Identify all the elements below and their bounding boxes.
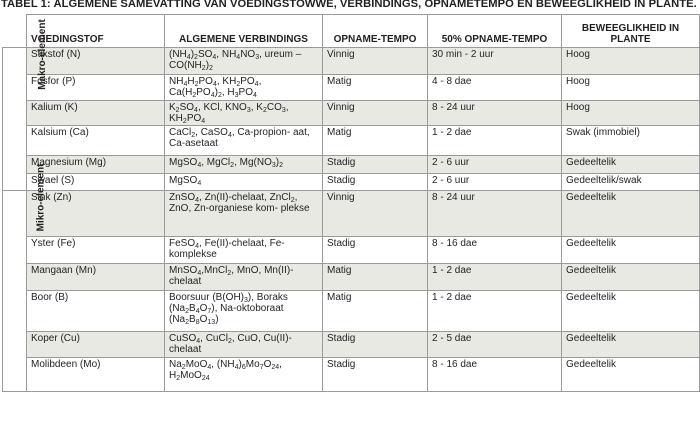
compounds-cell: FeSO$_4$, Fe(II)-chelaat, Fe- komplekse — [165, 237, 323, 264]
uptake-rate-cell: Matig — [323, 291, 428, 332]
header-uptake-50: 50% OPNAME-TEMPO — [428, 15, 562, 48]
compounds-cell: $NH_4H_2PO_4$, $KH_2PO_4$, $Ca(H_2PO_4)_2$, $H_3PO_4$ — [165, 75, 323, 101]
compounds-cell: $Na_2MoO_4$, $(NH_4)_6Mo_7O_{24}$, $H_2MoO_{24}$ — [165, 358, 323, 392]
nutrient-cell: Kalium (K) — [27, 101, 165, 126]
table-row — [3, 75, 700, 101]
group-micro-element — [3, 163, 47, 392]
nutrient-cell: Swael (S) — [27, 174, 165, 191]
table-row — [3, 237, 700, 264]
group-label: Makro-element — [36, 19, 48, 90]
uptake-50-cell: 30 min - 2 uur — [428, 48, 562, 75]
table-row — [3, 332, 700, 358]
mobility-cell: Gedeeltelik — [562, 191, 700, 237]
table-row — [3, 48, 700, 75]
uptake-rate-cell: Stadig — [323, 237, 428, 264]
uptake-50-cell: 1 - 2 dae — [428, 126, 562, 156]
compounds-cell: $K_2SO_4$, KCl, $KNO_3$, $K_2CO_3$, $KH_2PO_4$ — [165, 101, 323, 126]
uptake-50-cell: 8 - 16 dae — [428, 237, 562, 264]
uptake-50-cell: 8 - 16 dae — [428, 358, 562, 392]
uptake-50-cell: 4 - 8 dae — [428, 75, 562, 101]
table-row — [3, 126, 700, 156]
nutrient-cell: Magnesium (Mg) — [27, 156, 165, 174]
uptake-rate-cell: Matig — [323, 126, 428, 156]
uptake-rate-cell: Stadig — [323, 174, 428, 191]
compounds-cell: CuSO$_4$, CuCl$_2$, CuO, Cu(II)- chelaat — [165, 332, 323, 358]
compounds-cell: MgSO$_4$, MgCl$_2$, $Mg(NO_3)_2$ — [165, 156, 323, 174]
uptake-50-cell: 1 - 2 dae — [428, 264, 562, 291]
nutrient-cell: Sink (Zn) — [27, 191, 165, 237]
header-row — [3, 15, 700, 48]
uptake-rate-cell: Vinnig — [323, 48, 428, 75]
mobility-cell: Hoog — [562, 101, 700, 126]
uptake-50-cell: 2 - 6 uur — [428, 174, 562, 191]
mobility-cell: Gedeeltelik — [562, 156, 700, 174]
nutrient-cell: Kalsium (Ca) — [27, 126, 165, 156]
uptake-rate-cell: Vinnig — [323, 191, 428, 237]
mobility-cell: Gedeeltelik — [562, 264, 700, 291]
compounds-cell: MnSO$_4$,MnCl$_2$, MnO, Mn(II)- chelaat — [165, 264, 323, 291]
nutrient-cell: Stikstof (N) — [27, 48, 165, 75]
mobility-cell: Hoog — [562, 48, 700, 75]
uptake-rate-cell: Vinnig — [323, 101, 428, 126]
group-label: Mikro-element — [35, 163, 47, 232]
nutrient-cell: Koper (Cu) — [27, 332, 165, 358]
table-row — [3, 358, 700, 392]
header-corner — [3, 15, 27, 48]
uptake-rate-cell: Stadig — [323, 332, 428, 358]
uptake-50-cell: 8 - 24 uur — [428, 191, 562, 237]
table-row — [3, 291, 700, 332]
nutrient-cell: Fosfor (P) — [27, 75, 165, 101]
uptake-rate-cell: Stadig — [323, 358, 428, 392]
compounds-cell: $(NH_4)_2SO_4$, $NH_4NO_3$, ureum – $CO(NH_2)_2$ — [165, 48, 323, 75]
table-row — [3, 156, 700, 174]
compounds-cell: Boorsuur $(B(OH)_3)$, Boraks $(Na_2B_4O_7)$, Na-oktoboraat $(Na_2B_8O_{13})$ — [165, 291, 323, 332]
header-compounds: ALGEMENE VERBINDINGS — [165, 15, 323, 48]
header-uptake-rate: OPNAME-TEMPO — [323, 15, 428, 48]
mobility-cell: Gedeeltelik — [562, 332, 700, 358]
uptake-50-cell: 1 - 2 dae — [428, 291, 562, 332]
nutrient-cell: Boor (B) — [27, 291, 165, 332]
mobility-cell: Gedeeltelik — [562, 291, 700, 332]
nutrient-cell: Molibdeen (Mo) — [27, 358, 165, 392]
nutrient-cell: Yster (Fe) — [27, 237, 165, 264]
uptake-50-cell: 2 - 5 dae — [428, 332, 562, 358]
group-macro-element — [3, 19, 48, 191]
compounds-cell: ZnSO$_4$, Zn(II)-chelaat, ZnCl$_2$, ZnO, Zn-organiese kom- plekse — [165, 191, 323, 237]
nutrient-cell: Mangaan (Mn) — [27, 264, 165, 291]
nutrient-summary-table — [2, 14, 700, 392]
table-row — [3, 101, 700, 126]
uptake-50-cell: 2 - 6 uur — [428, 156, 562, 174]
table-row — [3, 264, 700, 291]
mobility-cell: Gedeeltelik — [562, 237, 700, 264]
uptake-50-cell: 8 - 24 uur — [428, 101, 562, 126]
mobility-cell: Hoog — [562, 75, 700, 101]
table-title: TABEL 1: ALGEMENE SAMEVATTING VAN VOEDINGSTOWWE, VERBINDINGS, OPNAMETEMPO EN BEWEEGLIKHEID IN PLANTE. — [1, 0, 697, 10]
table-row — [3, 191, 700, 237]
compounds-cell: MgSO$_4$ — [165, 174, 323, 191]
uptake-rate-cell: Matig — [323, 75, 428, 101]
mobility-cell: Swak (immobiel) — [562, 126, 700, 156]
table-row — [3, 174, 700, 191]
compounds-cell: CaCl$_2$, CaSO$_4$, Ca-propion- aat, Ca-asetaat — [165, 126, 323, 156]
mobility-cell: Gedeeltelik/swak — [562, 174, 700, 191]
mobility-cell: Gedeeltelik — [562, 358, 700, 392]
header-mobility: BEWEEGLIKHEID IN PLANTE — [562, 15, 700, 48]
uptake-rate-cell: Stadig — [323, 156, 428, 174]
header-nutrient: VOEDINGSTOF — [27, 15, 165, 48]
uptake-rate-cell: Matig — [323, 264, 428, 291]
